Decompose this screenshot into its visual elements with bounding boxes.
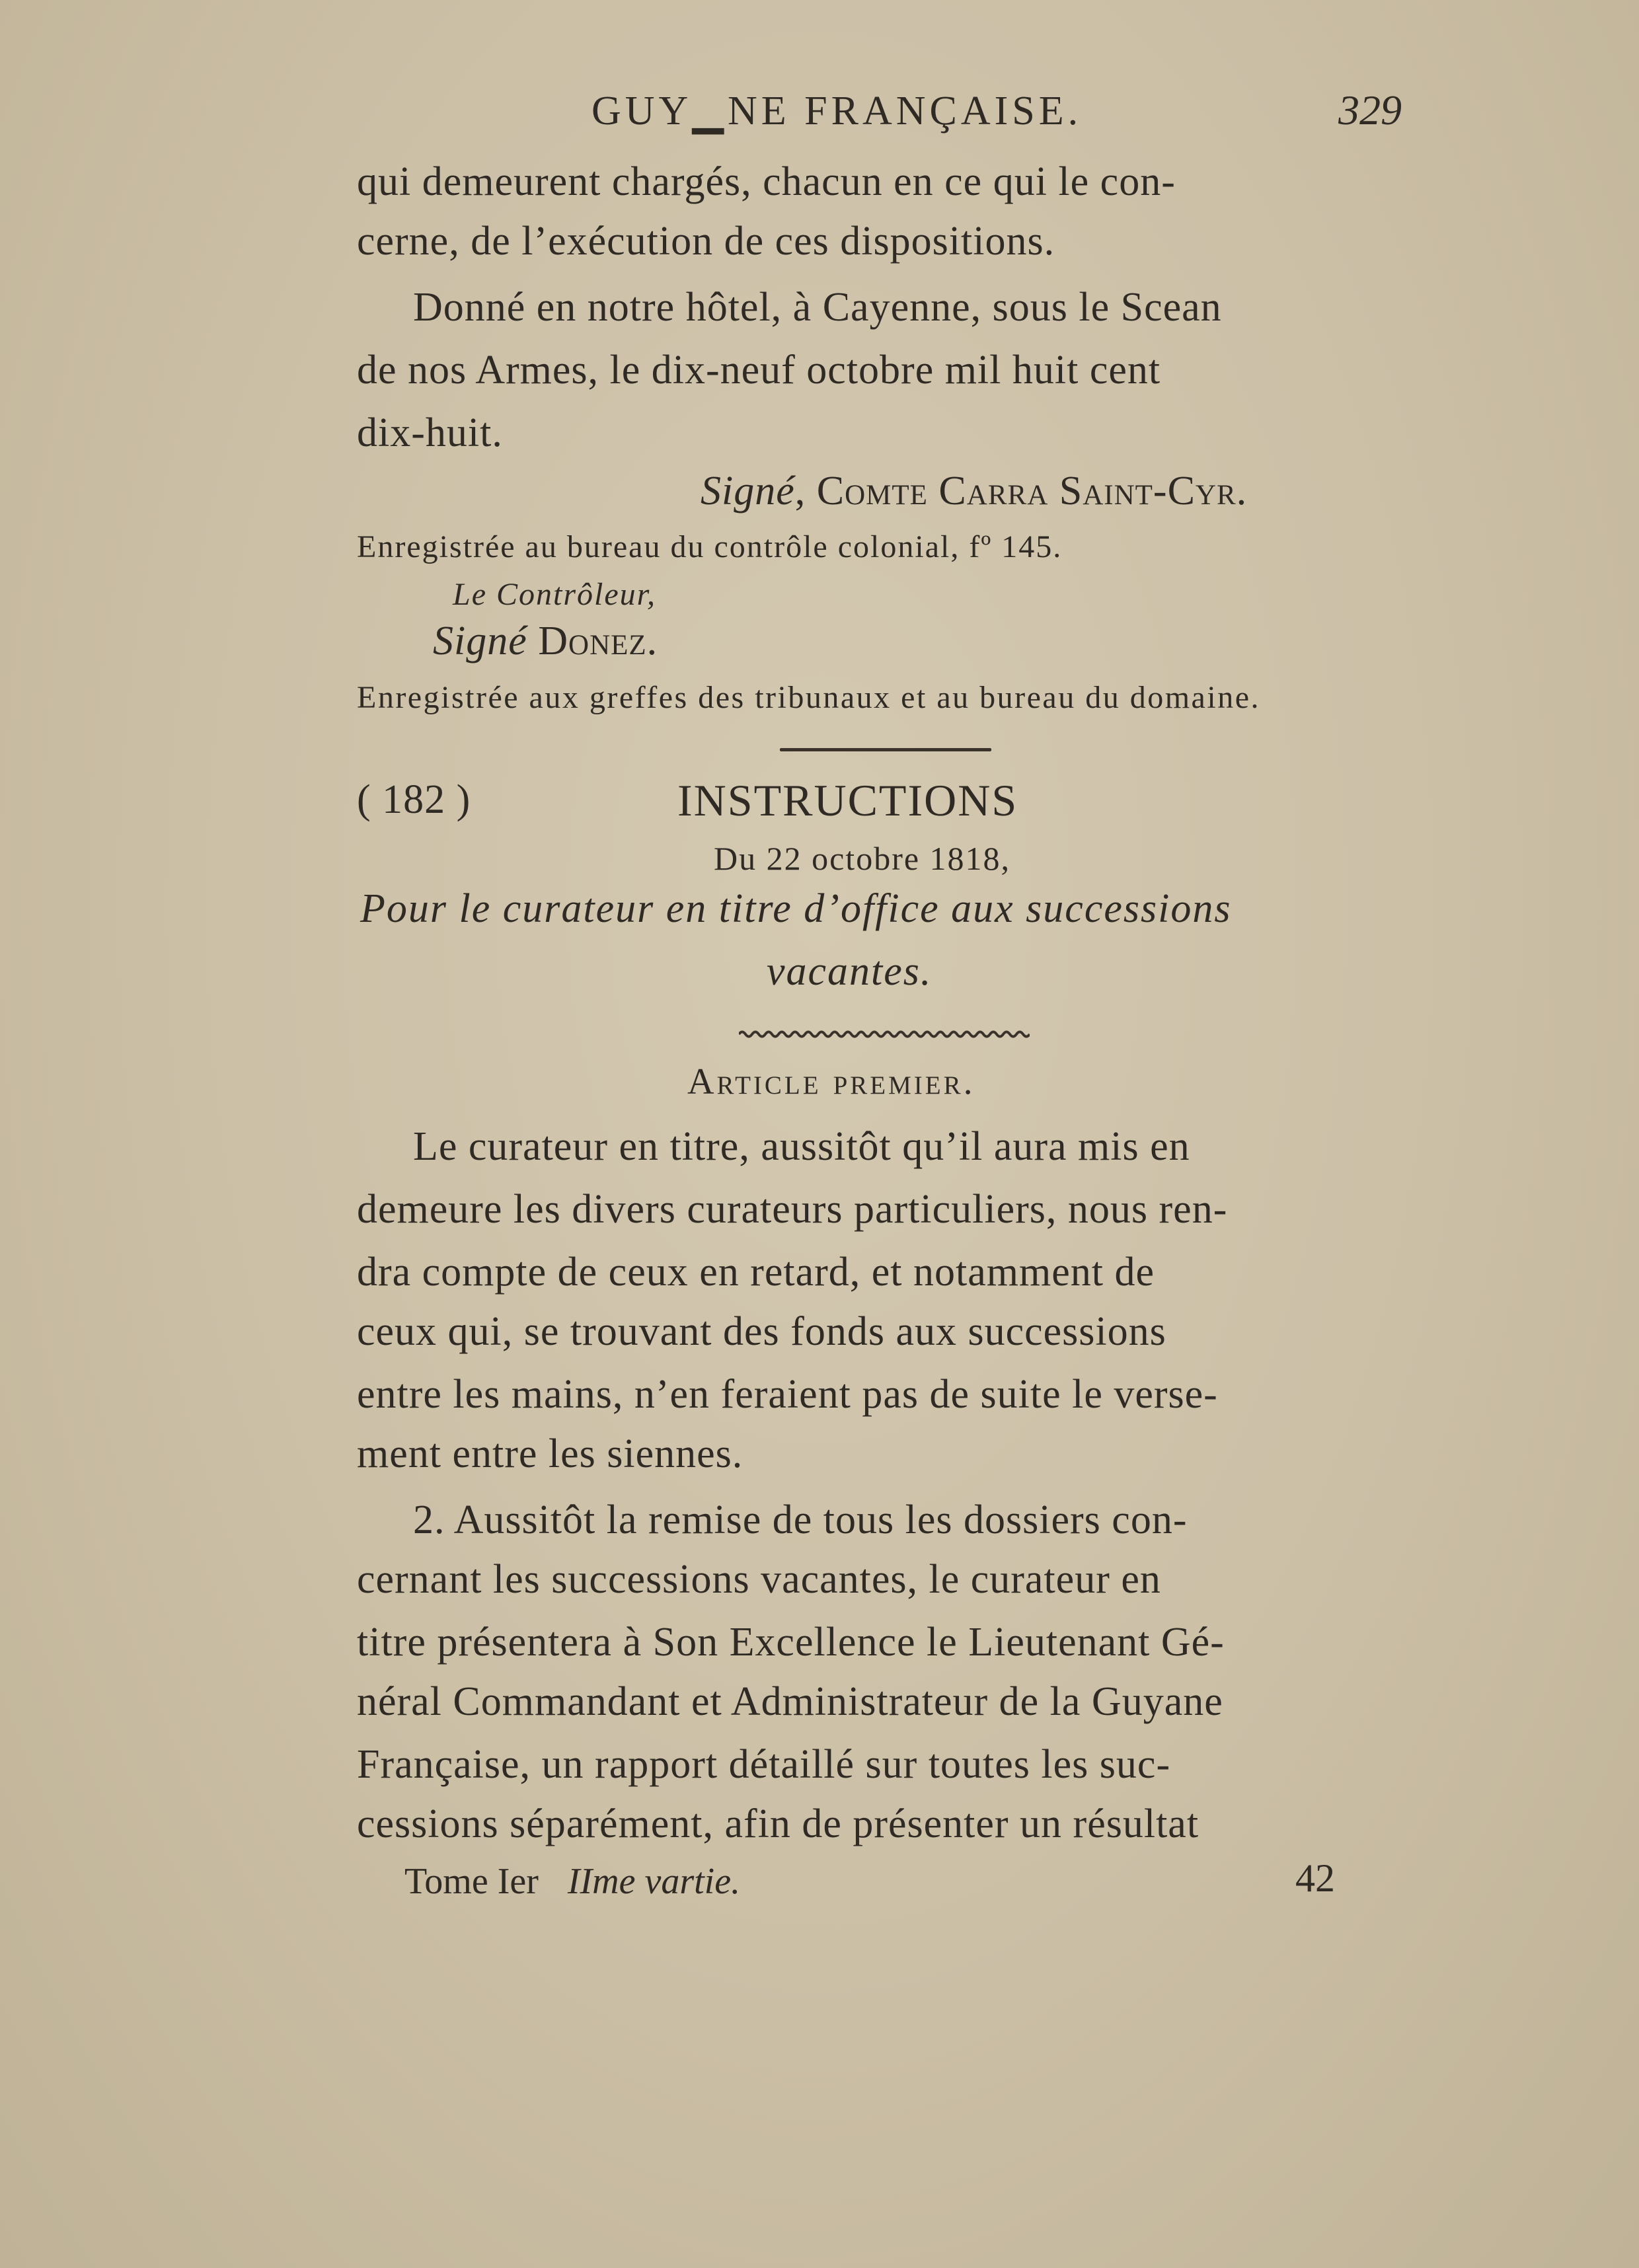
section-number: ( 182 ) [357,777,471,822]
article-line: dra compte de ceux en retard, et notamment de [357,1250,1155,1295]
section-subtitle: vacantes. [767,949,933,994]
article-line: ceux qui, se trouvant des fonds aux successions [357,1309,1166,1354]
paragraph-line: Donné en notre hôtel, à Cayenne, sous le Scean [413,285,1222,330]
paragraph-line: qui demeurent chargés, chacun en ce qui le con- [357,159,1176,204]
controller-signature [433,618,658,665]
ornamental-rule [739,1028,1030,1040]
section-subtitle: Pour le curateur en titre d’office aux successions [360,886,1232,931]
article-line: Le curateur en titre, aussitôt qu’il aura mis en [413,1124,1190,1169]
registration-note: Enregistrée aux greffes des tribunaux et au bureau du domaine. [357,680,1260,715]
controller-title: Le Contrôleur, [453,577,657,612]
article-line: cessions séparément, afin de présenter un résultat [357,1801,1200,1846]
article-heading: Article premier. [687,1061,975,1102]
paragraph-line: cerne, de l’exécution de ces dispositions. [357,219,1055,264]
signature-line [701,468,1247,515]
article-line: cernant les successions vacantes, le curateur en [357,1557,1161,1602]
controller-name: Donez. [538,619,658,663]
section-title: INSTRUCTIONS [677,775,1018,825]
section-separator [780,748,991,751]
part-label: IIme vartie. [567,1861,741,1902]
article-line: ment entre les siennes. [357,1431,743,1476]
article-line: titre présentera à Son Excellence le Lieutenant Gé- [357,1620,1225,1665]
article-line: 2. Aussitôt la remise de tous les dossiers con- [413,1497,1188,1542]
signature-mark: 42 [1295,1856,1335,1900]
paragraph-line: dix-huit. [357,410,503,455]
paragraph-line: de nos Armes, le dix-neuf octobre mil huit cent [357,348,1161,393]
signer-name: , Comte Carra Saint-Cyr. [794,469,1248,513]
section-date: Du 22 octobre 1818, [714,840,1011,877]
article-line: Française, un rapport détaillé sur toutes les suc- [357,1742,1171,1787]
registration-note: Enregistrée au bureau du contrôle colonial, fº 145. [357,529,1063,564]
running-title: GUY▁NE FRANÇAISE. [591,89,1083,133]
article-line: néral Commandant et Administrateur de la Guyane [357,1679,1223,1724]
signed-label: Signé [701,469,795,513]
footer-volume [404,1860,740,1903]
signed-label: Signé [433,619,527,663]
page-number: 329 [1338,87,1402,133]
volume-label: Tome Ier [404,1861,539,1902]
article-line: entre les mains, n’en feraient pas de suite le verse- [357,1372,1218,1417]
article-line: demeure les divers curateurs particuliers, nous ren- [357,1187,1228,1232]
